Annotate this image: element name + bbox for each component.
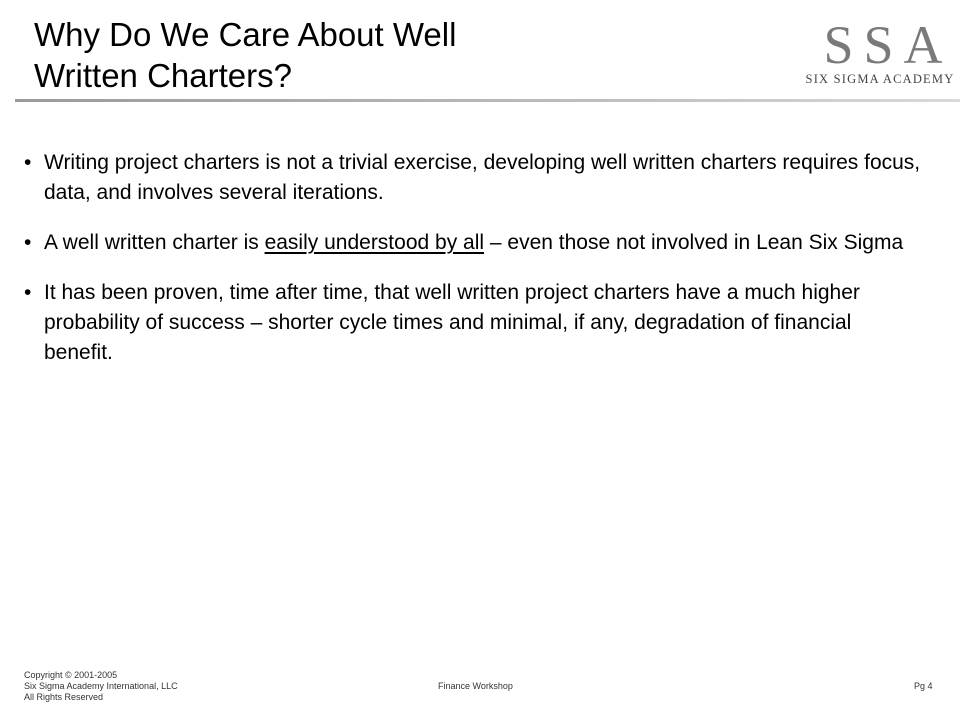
logo-letters: SSA [823, 15, 953, 75]
logo-subtitle: SIX SIGMA ACADEMY [805, 72, 955, 86]
slide-footer [0, 670, 960, 710]
slide-title-line-2: Written Charters? [34, 57, 292, 94]
bullet-item-3 [24, 278, 924, 368]
bullet-text-2-before: A well written charter is [44, 231, 265, 254]
bullet-text-3: It has been proven, time after time, that well written project charters have a much higher probability of success – shorter cycle times and minimal, if any, degradation of financial benefit. [44, 281, 860, 364]
footer-copyright: Copyright © 2001-2005 [24, 670, 118, 680]
bullet-text-1: Writing project charters is not a trivial exercise, developing well written charters requires focus, data, and involves several iterations. [44, 151, 921, 204]
bullet-list [24, 148, 924, 388]
underlined-emphasis: easily understood by all [264, 231, 485, 254]
bullet-item-2 [24, 228, 924, 258]
bullet-marker: • [24, 281, 32, 304]
bullet-text-2 [44, 231, 903, 254]
bullet-marker: • [24, 231, 32, 254]
footer-copyright-block [24, 670, 178, 703]
bullet-text-2-after: – even those not involved in Lean Six Sigma [484, 231, 904, 254]
bullet-marker: • [24, 151, 32, 174]
footer-company: Six Sigma Academy International, LLC [24, 681, 178, 691]
bullet-item-1 [24, 148, 924, 208]
slide-title-line-1: Why Do We Care About Well [34, 16, 457, 53]
footer-rights: All Rights Reserved [24, 692, 104, 702]
footer-page-number: Pg 4 [914, 681, 933, 691]
header-divider [15, 99, 960, 102]
slide-title [34, 14, 634, 96]
footer-workshop-name: Finance Workshop [438, 681, 513, 691]
ssa-logo [805, 16, 955, 96]
